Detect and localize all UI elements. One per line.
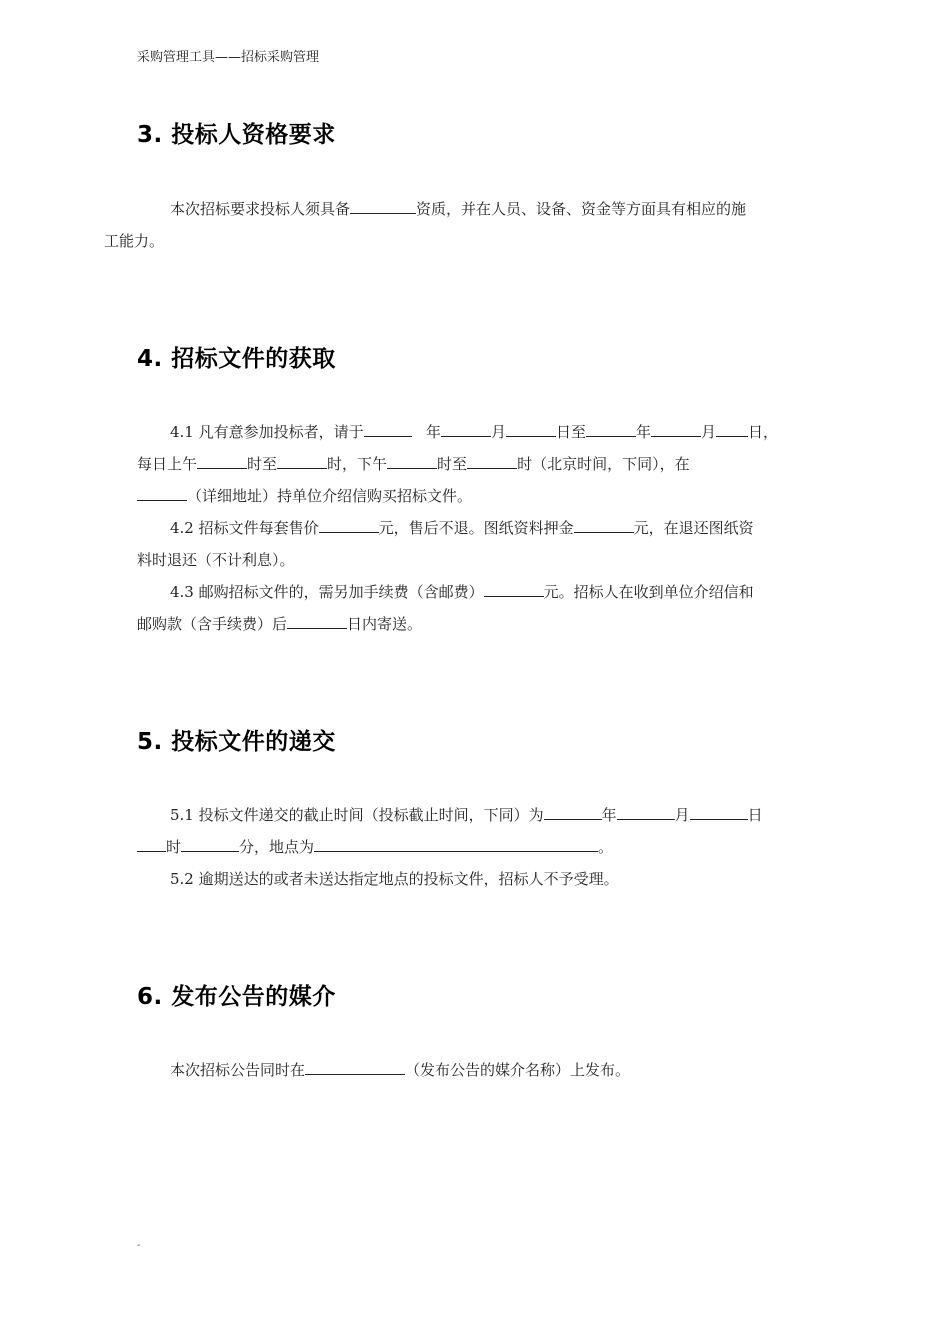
section-4-body [137,416,815,640]
blank [305,1060,405,1075]
clause-4-3 [137,576,815,608]
text: 本次招标要求投标人须具备 [170,200,351,218]
text: 年 [425,423,441,441]
clause-5-2 [137,863,815,895]
blank [484,582,544,597]
blank [137,486,187,501]
blank [181,837,239,852]
text: 月 [490,423,506,441]
blank [350,199,416,214]
text: 月 [701,423,717,441]
blank [467,454,517,469]
clause-4-3-line2 [137,608,815,640]
blank [651,422,701,437]
text: 元。招标人在收到单位介绍信和 [543,583,754,601]
blank [387,454,437,469]
section-5-body [137,799,815,895]
clause-4-1-line2 [137,448,815,480]
text: 4.1 凡有意参加投标者，请于 [170,423,364,441]
text: 。 [598,838,614,856]
blank [137,837,166,852]
text: 本次招标公告同时在 [170,1061,306,1079]
blank [716,422,748,437]
text: 工能力。 [104,232,165,250]
text: 资质，并在人员、设备、资金等方面具有相应的施 [416,200,747,218]
text: 元，售后不退。图纸资料押金 [378,519,574,537]
text: 年 [601,806,617,824]
clause-4-2 [137,512,815,544]
text: 年 [635,423,651,441]
section-3-heading: 3. 投标人资格要求 [137,122,336,148]
blank [506,422,556,437]
clause-4-1 [137,416,815,448]
blank [617,805,675,820]
text: 4.3 邮购招标文件的，需另加手续费（含邮费） [170,583,484,601]
footer-mark: - [137,1240,141,1251]
text: 元，在退还图纸资 [633,519,754,537]
text: 邮购款（含手续费）后 [137,615,288,633]
blank [441,422,491,437]
blank [690,805,748,820]
clause-4-2-line2 [137,544,815,576]
clause-5-1-line2 [137,831,815,863]
text: 时至 [437,455,468,473]
text: 月 [674,806,690,824]
section-3-paragraph [104,193,815,257]
text: 分，地点为 [239,838,315,856]
text: 5.1 投标文件递交的截止时间（投标截止时间，下同）为 [170,806,544,824]
clause-4-1-line3 [137,480,815,512]
text: 日， [748,423,779,441]
blank [287,614,347,629]
blank [197,454,247,469]
blank [586,422,636,437]
blank [319,518,379,533]
section-4-heading: 4. 招标文件的获取 [137,346,336,372]
blank [277,454,327,469]
text: 每日上午 [137,455,198,473]
section-5-heading: 5. 投标文件的递交 [137,729,336,755]
blank [364,422,412,437]
section-6-heading: 6. 发布公告的媒介 [137,984,336,1010]
text: 日 [747,806,763,824]
clause-5-1 [137,799,815,831]
blank [574,518,634,533]
text: 时 [166,838,182,856]
section-6-paragraph [137,1054,815,1086]
text: 4.2 招标文件每套售价 [170,519,319,537]
blank [544,805,602,820]
blank [314,837,598,852]
page-header: 采购管理工具——招标采购管理 [137,50,320,65]
text: 时，下午 [327,455,388,473]
text: 日内寄送。 [347,615,423,633]
text: 时至 [247,455,278,473]
text: 料时退还（不计利息）。 [137,551,295,569]
text: 日至 [555,423,586,441]
text: 时（北京时间，下同），在 [517,455,690,473]
text: （详细地址）持单位介绍信购买招标文件。 [187,487,473,505]
text: （发布公告的媒介名称）上发布。 [405,1061,631,1079]
text: 5.2 逾期送达的或者未送达指定地点的投标文件，招标人不予受理。 [170,870,619,888]
